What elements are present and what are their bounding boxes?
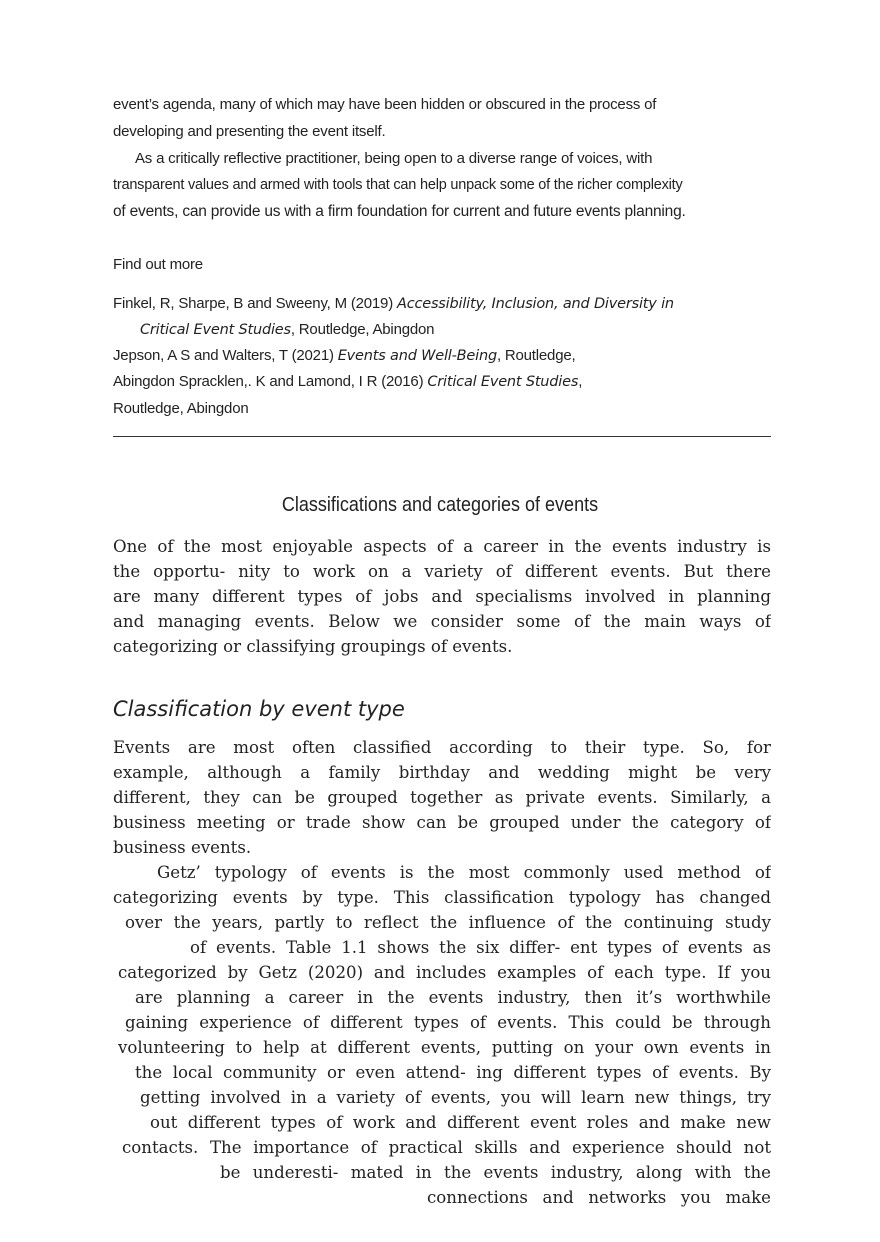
text-line: connections and networks you make [427,1188,771,1207]
text-line: out different types of work and different event roles and make new [150,1113,771,1132]
text-line: business meeting or trade show can be grouped under the category of [113,813,771,832]
text-line: business events. [113,838,252,857]
text-line: categorizing events by type. This classification typology has changed [113,888,771,907]
section-divider [113,436,771,437]
text-line: categorized by Getz (2020) and includes examples of each type. If you [118,963,771,982]
text-line: and managing events. Below we consider some of the main ways of [113,612,771,631]
text-line: are planning a career in the events industry, then it’s worthwhile [135,988,771,1007]
ref-authors: Abingdon Spracklen,. K and Lamond, I R (2016) [113,373,428,390]
ref-title: Critical Event Studies [140,322,291,338]
ref-title: Critical Event Studies [427,374,579,390]
ref-publisher: , Routledge, [496,347,576,364]
text-line: over the years, partly to reflect the influence of the continuing study [125,913,771,932]
text-line: the opportu- nity to work on a variety of different events. But there [113,562,771,581]
text-line: are many different types of jobs and specialisms involved in planning [113,587,771,606]
intro-line: event’s agenda, many of which may have been hidden or obscured in the process of [113,96,657,113]
reference-item [113,400,249,417]
text-line: be underesti- mated in the events industry, along with the [220,1163,771,1182]
text-line: Events are most often classified according to their type. So, for [113,738,771,757]
text-line: volunteering to help at different events, putting on your own events in [118,1038,771,1057]
text-line: Getz’ typology of events is the most commonly used method of [157,863,771,882]
ref-publisher: , [578,373,583,390]
ref-title: Events and Well-Being [337,348,497,364]
text-line: of events. Table 1.1 shows the six differ- ent types of events as [190,938,771,957]
ref-title: Accessibility, Inclusion, and Diversity in [396,296,674,312]
ref-authors: Jepson, A S and Walters, T (2021) [113,347,338,364]
intro-line: As a critically reflective practitioner, being open to a diverse range of voices, with [135,150,653,167]
text-line: the local community or even attend- ing different types of events. By [135,1063,771,1082]
intro-line: developing and presenting the event itself. [113,123,386,140]
ref-publisher: Routledge, Abingdon [113,400,249,417]
intro-line: transparent values and armed with tools that can help unpack some of the richer complexity [113,177,683,193]
subsection-title: Classification by event type [113,697,405,721]
reference-item [140,321,434,338]
text-line: contacts. The importance of practical skills and experience should not [122,1138,771,1157]
text-line: getting involved in a variety of events, you will learn new things, try [140,1088,771,1107]
text-line: gaining experience of different types of events. This could be through [125,1013,771,1032]
text-line: categorizing or classifying groupings of events. [113,637,513,656]
find-out-more-heading: Find out more [113,256,203,273]
text-line: One of the most enjoyable aspects of a career in the events industry is [113,537,771,556]
reference-item [113,295,674,312]
text-line: different, they can be grouped together as private events. Similarly, a [113,788,771,807]
reference-item [113,373,582,390]
section-title: Classifications and categories of events [281,494,599,516]
intro-line: of events, can provide us with a firm foundation for current and future events planning. [113,203,686,220]
text-line: example, although a family birthday and wedding might be very [113,763,771,782]
reference-item [113,347,575,364]
ref-publisher: , Routledge, Abingdon [290,321,435,338]
ref-authors: Finkel, R, Sharpe, B and Sweeny, M (2019) [113,295,397,312]
